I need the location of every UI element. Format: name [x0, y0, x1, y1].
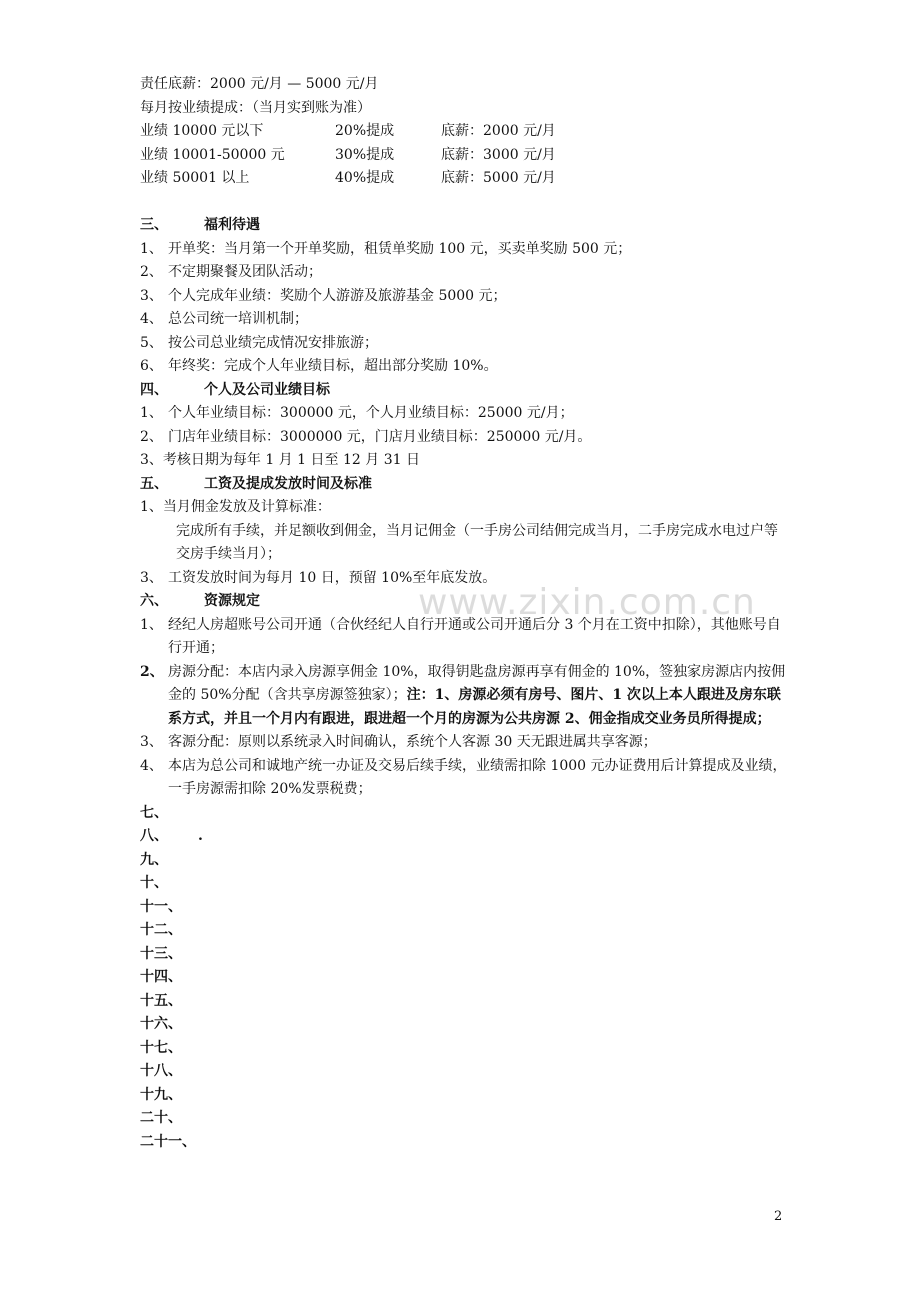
item-text: 本店为总公司和诚地产统一办证及交易后续手续，业绩需扣除 1000 元办证费用后计算提成及业绩，一手房源需扣除 20%发票税费；	[168, 757, 787, 797]
list-item	[140, 402, 790, 426]
empty-list-item: 二十、	[140, 1110, 182, 1126]
empty-list-item: 七、	[140, 804, 168, 821]
list-item: 1、当月佣金发放及计算标准：	[140, 499, 331, 515]
tier-rate: 20%提成	[335, 123, 395, 139]
item-number: 1、	[140, 616, 163, 633]
item-text: 个人年业绩目标：300000 元，个人月业绩目标：25000 元/月；	[168, 405, 574, 421]
empty-list-item: 十七、	[140, 1039, 182, 1056]
tier-row	[140, 167, 790, 191]
blank-line	[140, 191, 790, 215]
empty-list-item: 十二、	[140, 922, 182, 938]
item-number: 2、	[140, 663, 164, 680]
tier-base: 底薪：5000 元/月	[441, 170, 556, 186]
section-heading-targets	[140, 379, 790, 403]
empty-list-item: 十六、	[140, 1016, 182, 1032]
page-number: 2	[774, 1209, 783, 1224]
section-title: 资源规定	[204, 593, 260, 609]
empty-list-item: 十三、	[140, 945, 182, 962]
tier-range: 业绩 10001-50000 元	[140, 146, 285, 163]
section-number: 五、	[140, 475, 168, 492]
tier-range: 业绩 50001 以上	[140, 170, 250, 186]
item-text: 客源分配：原则以系统录入时间确认，系统个人客源 30 天无跟进属共享客源；	[168, 734, 657, 750]
section-title: 个人及公司业绩目标	[204, 381, 330, 398]
section-heading-payment	[140, 473, 790, 497]
tier-rate: 40%提成	[335, 170, 395, 186]
empty-list-item: 十八、	[140, 1063, 182, 1079]
section-number: 四、	[140, 381, 168, 398]
list-item	[140, 731, 790, 755]
item-number: 2、	[140, 428, 163, 445]
list-item	[140, 567, 790, 591]
stray-dot: .	[198, 828, 203, 844]
item-number: 4、	[140, 311, 163, 327]
section-number: 六、	[140, 593, 168, 609]
section-title: 福利待遇	[204, 217, 260, 233]
list-item	[140, 449, 790, 473]
item-text: 个人完成年业绩：奖励个人游游及旅游基金 5000 元；	[168, 287, 507, 304]
empty-list-item: 九、	[140, 851, 168, 868]
item-number: 2、	[140, 264, 163, 280]
item-note-bold: 注：1、房源必须有房号、图片、1 次以上本人跟进及房东联系方式，并且一个月内有跟进，跟进超一个月的房源为公共房源 2、佣金指成交业务员所得提成；	[168, 687, 781, 727]
empty-list-item	[140, 825, 790, 849]
list-item	[140, 614, 790, 661]
empty-list-item: 十、	[140, 875, 168, 891]
tier-range: 业绩 10000 元以下	[140, 123, 264, 139]
item-number: 3、	[140, 287, 163, 304]
empty-list-number: 八、	[140, 828, 168, 844]
item-number: 3、	[140, 734, 163, 750]
section-title: 工资及提成发放时间及标准	[204, 475, 372, 492]
item-text: 经纪人房超账号公司开通（合伙经纪人自行开通或公司开通后分 3 个月在工资中扣除），其他账号自行开通；	[168, 616, 781, 656]
section-heading-benefits	[140, 214, 790, 238]
item-text	[168, 661, 790, 732]
list-item	[140, 238, 790, 262]
section-heading-resources	[140, 590, 790, 614]
list-item	[140, 261, 790, 285]
tier-rate: 30%提成	[335, 146, 395, 163]
empty-list-item: 二十一、	[140, 1133, 196, 1150]
item-number: 1、	[140, 240, 163, 257]
payment-detail: 完成所有手续，并足额收到佣金，当月记佣金（一手房公司结佣完成当月，二手房完成水电过户等交房手续当月）；	[176, 522, 778, 562]
item-text-plain: 房源分配：本店内录入房源享佣金 10%，取得钥匙盘房源再享有佣金的 10%，签独家房源店内按佣金的 50%分配（含共享房源签独家）；	[168, 663, 786, 703]
tier-base: 底薪：3000 元/月	[441, 146, 556, 163]
item-text: 按公司总业绩完成情况安排旅游；	[168, 334, 378, 351]
item-number: 4、	[140, 757, 163, 774]
item-number: 1、	[140, 405, 163, 421]
tier-base: 底薪：2000 元/月	[441, 123, 556, 139]
watermark: www.zixin.com.cn	[418, 582, 756, 623]
empty-list-item: 十五、	[140, 992, 182, 1009]
empty-list-item: 十一、	[140, 898, 182, 915]
empty-list-item: 十四、	[140, 969, 182, 985]
item-text: 考核日期为每年 1 月 1 日至 12 月 31 日	[162, 452, 420, 468]
list-item	[140, 661, 790, 732]
item-text: 工资发放时间为每月 10 日，预留 10%至年底发放。	[168, 569, 497, 586]
list-item	[140, 285, 790, 309]
base-salary-line: 责任底薪：2000 元/月 — 5000 元/月	[140, 76, 379, 92]
item-number: 3、	[140, 569, 163, 586]
item-text: 门店年业绩目标：3000000 元，门店月业绩目标：250000 元/月。	[168, 428, 592, 445]
item-number: 5、	[140, 334, 163, 351]
item-text: 总公司统一培训机制；	[168, 311, 308, 327]
commission-line: 每月按业绩提成：（当月实到账为准）	[140, 99, 371, 116]
item-number: 3、	[140, 452, 163, 468]
tier-row	[140, 144, 790, 168]
item-text: 开单奖：当月第一个开单奖励，租赁单奖励 100 元，买卖单奖励 500 元；	[168, 240, 632, 257]
list-item	[140, 755, 790, 802]
item-number: 6、	[140, 358, 163, 374]
section-number: 三、	[140, 217, 168, 233]
document-body	[140, 73, 790, 1154]
list-item	[140, 355, 790, 379]
list-item	[140, 308, 790, 332]
empty-list-item: 十九、	[140, 1086, 182, 1103]
list-item	[140, 426, 790, 450]
item-text: 年终奖：完成个人年业绩目标，超出部分奖励 10%。	[168, 358, 498, 374]
tier-row	[140, 120, 790, 144]
list-item	[140, 332, 790, 356]
item-text: 不定期聚餐及团队活动；	[168, 264, 322, 280]
